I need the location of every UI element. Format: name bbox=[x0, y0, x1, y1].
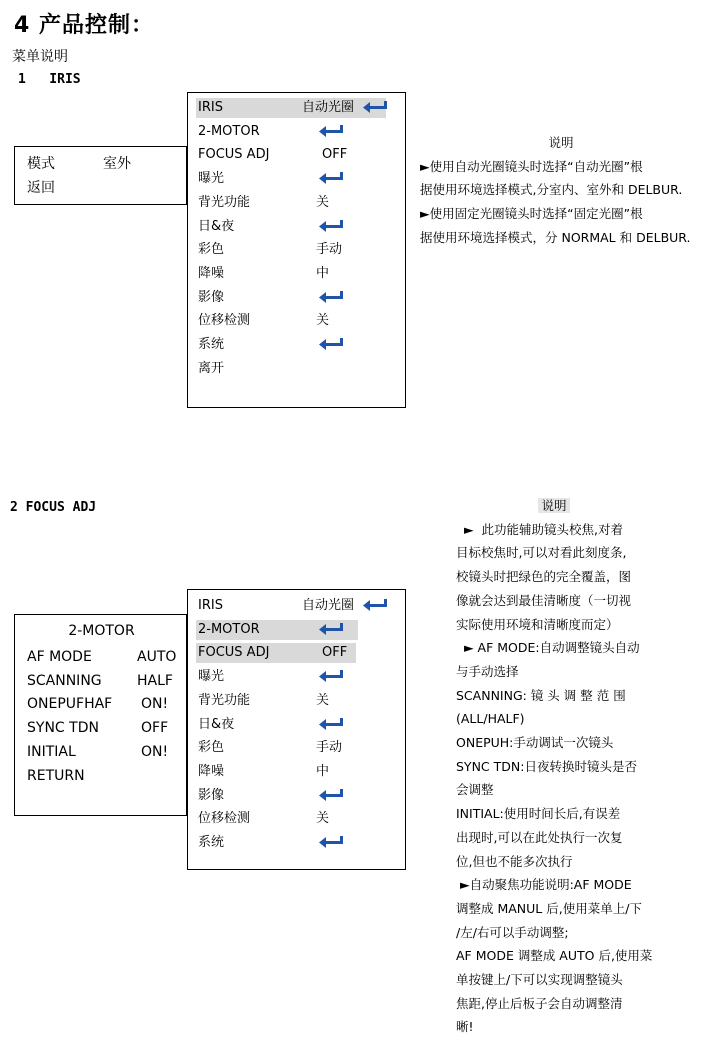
enter-arrow-icon bbox=[318, 717, 344, 731]
focus-adj-note-title: 说明 bbox=[456, 494, 652, 518]
menu-item-value: OFF bbox=[322, 147, 348, 163]
note-line: 目标校焦时,可以对看此刻度条, bbox=[456, 545, 627, 561]
menu-item-value: 自动光圈 bbox=[302, 100, 355, 115]
menu-item-value: 关 bbox=[316, 692, 330, 708]
submenu-item-label: RETURN bbox=[27, 767, 85, 784]
enter-arrow-icon bbox=[318, 669, 344, 683]
menu-description-heading: 菜单说明 bbox=[12, 49, 68, 65]
menu-item-label: 离开 bbox=[198, 360, 225, 376]
menu-item-value: 关 bbox=[316, 811, 330, 827]
menu-item-label: 降噪 bbox=[198, 763, 225, 779]
focus-adj-note bbox=[456, 494, 652, 1039]
menu-item-value: 自动光圈 bbox=[302, 598, 355, 613]
main-menu-box-1 bbox=[187, 92, 406, 408]
menu-item-label: 彩色 bbox=[198, 242, 225, 258]
enter-arrow-icon bbox=[318, 124, 344, 138]
menu-item-value: 中 bbox=[316, 763, 330, 779]
enter-arrow-icon bbox=[362, 100, 388, 114]
submenu-item-value: ON! bbox=[141, 743, 169, 760]
submenu-item-label: AF MODE bbox=[27, 649, 92, 665]
menu-item-label: 背光功能 bbox=[198, 194, 251, 210]
iris-note-title: 说明 bbox=[548, 135, 574, 150]
submenu-item-label: INITIAL bbox=[27, 743, 76, 760]
note-line: 据使用环境选择模式,分室内、室外和 DELBUR. bbox=[420, 182, 683, 198]
page-title: 4 产品控制： bbox=[14, 13, 154, 38]
menu-item-value: 手动 bbox=[316, 242, 343, 258]
iris-return-label: 返回 bbox=[27, 180, 55, 196]
note-line: SYNC TDN:日夜转换时镜头是否 bbox=[456, 758, 637, 774]
enter-arrow-icon bbox=[318, 835, 344, 849]
menu-item[interactable] bbox=[198, 809, 393, 829]
menu-item-value: OFF bbox=[322, 645, 348, 661]
submenu-item-value: ON! bbox=[141, 696, 169, 713]
menu-item-label: 系统 bbox=[198, 337, 225, 352]
enter-arrow-icon bbox=[318, 788, 344, 802]
menu-item-label: 2-MOTOR bbox=[198, 123, 260, 139]
submenu-item-label: SCANNING bbox=[27, 672, 102, 689]
main-menu-box-2 bbox=[187, 589, 406, 870]
iris-note bbox=[420, 131, 702, 250]
two-motor-submenu-title: 2-MOTOR bbox=[68, 623, 135, 639]
submenu-item[interactable] bbox=[27, 671, 177, 691]
menu-item[interactable] bbox=[198, 335, 393, 355]
note-line: 调整成 MANUL 后,使用菜单上/下 bbox=[456, 900, 642, 916]
enter-arrow-icon bbox=[318, 171, 344, 185]
menu-item[interactable] bbox=[198, 288, 393, 308]
menu-item[interactable] bbox=[198, 643, 393, 663]
menu-item[interactable] bbox=[198, 98, 393, 118]
note-line: SCANNING: 镜 头 调 整 范 围 bbox=[456, 687, 626, 703]
menu-item-label: 背光功能 bbox=[198, 692, 251, 708]
enter-arrow-icon bbox=[318, 219, 344, 233]
note-line: ►使用固定光圈镜头时选择“固定光圈”根 bbox=[420, 206, 643, 222]
submenu-item[interactable] bbox=[27, 647, 177, 667]
note-line: 焦距,停止后板子会自动调整清 bbox=[456, 995, 623, 1011]
note-line: 单按键上/下可以实现调整镜头 bbox=[456, 972, 623, 988]
menu-item-value: 手动 bbox=[316, 740, 343, 756]
menu-item-label: 位移检测 bbox=[198, 313, 251, 329]
section-iris-heading: 1 IRIS bbox=[18, 72, 81, 87]
note-line: 像就会达到最佳清晰度（一切视 bbox=[456, 592, 632, 608]
enter-arrow-icon bbox=[362, 598, 388, 612]
note-line: 实际使用环境和清晰度而定） bbox=[456, 616, 619, 632]
menu-item[interactable] bbox=[198, 738, 393, 758]
note-line: ONEPUH:手动调试一次镜头 bbox=[456, 735, 614, 751]
note-line: 晰! bbox=[456, 1019, 474, 1035]
two-motor-submenu-box bbox=[14, 614, 187, 816]
iris-mode-value: 室外 bbox=[103, 156, 131, 172]
submenu-item-label: ONEPUFHAF bbox=[27, 696, 113, 713]
menu-item-value: 关 bbox=[316, 313, 330, 329]
note-line: /左/右可以手动调整; bbox=[456, 924, 569, 940]
menu-item[interactable] bbox=[198, 596, 393, 616]
menu-item-label: 影像 bbox=[198, 787, 225, 803]
menu-item-value: 关 bbox=[316, 194, 330, 210]
menu-item[interactable] bbox=[198, 240, 393, 260]
note-line: ► AF MODE:自动调整镜头自动 bbox=[456, 640, 640, 656]
menu-item-label: 2-MOTOR bbox=[198, 621, 260, 637]
note-line: 位,但也不能多次执行 bbox=[456, 853, 573, 869]
iris-submenu-box bbox=[14, 146, 187, 205]
note-line: AF MODE 调整成 AUTO 后,使用菜 bbox=[456, 948, 653, 964]
menu-item-label: IRIS bbox=[198, 598, 223, 613]
menu-item[interactable] bbox=[198, 193, 393, 213]
note-line: ►使用自动光圈镜头时选择“自动光圈”根 bbox=[420, 158, 643, 174]
note-line: INITIAL:使用时间长后,有误差 bbox=[456, 806, 621, 822]
submenu-item-value: AUTO bbox=[137, 649, 177, 665]
menu-item[interactable] bbox=[198, 145, 393, 165]
menu-item-label: 曝光 bbox=[198, 669, 225, 685]
submenu-item[interactable] bbox=[27, 694, 177, 714]
menu-item[interactable] bbox=[198, 169, 393, 189]
enter-arrow-icon bbox=[318, 622, 344, 636]
menu-item-label: FOCUS ADJ bbox=[198, 645, 270, 661]
menu-item-label: FOCUS ADJ bbox=[198, 147, 270, 163]
submenu-item-value: HALF bbox=[137, 672, 173, 689]
menu-item-label: 日&夜 bbox=[198, 716, 235, 732]
menu-item[interactable] bbox=[198, 620, 393, 640]
note-line: 校镜头时把绿色的完全覆盖，图 bbox=[456, 569, 632, 585]
note-line: 出现时,可以在此处执行一次复 bbox=[456, 829, 623, 845]
menu-item-label: 影像 bbox=[198, 289, 225, 305]
note-line: 据使用环境选择模式，分 NORMAL 和 DELBUR. bbox=[420, 229, 691, 245]
submenu-item[interactable] bbox=[27, 766, 177, 786]
menu-item-label: 彩色 bbox=[198, 740, 225, 756]
menu-item[interactable] bbox=[198, 762, 393, 782]
menu-item[interactable] bbox=[198, 833, 393, 853]
menu-item-label: 系统 bbox=[198, 835, 225, 850]
menu-item[interactable] bbox=[198, 715, 393, 735]
note-line: 与手动选择 bbox=[456, 663, 519, 679]
submenu-item-value: OFF bbox=[141, 720, 169, 737]
iris-mode-label: 模式 bbox=[27, 156, 55, 172]
enter-arrow-icon bbox=[318, 290, 344, 304]
submenu-item-label: SYNC TDN bbox=[27, 720, 99, 737]
menu-item[interactable] bbox=[198, 786, 393, 806]
note-line: 会调整 bbox=[456, 782, 494, 798]
section-focus-adj-heading: 2 FOCUS ADJ bbox=[10, 500, 97, 515]
note-line: (ALL/HALF) bbox=[456, 711, 525, 727]
submenu-item[interactable] bbox=[27, 742, 177, 762]
menu-item[interactable] bbox=[198, 359, 393, 379]
menu-item[interactable] bbox=[198, 667, 393, 687]
menu-item-label: IRIS bbox=[198, 100, 223, 115]
menu-item-label: 曝光 bbox=[198, 171, 225, 187]
note-line: ► 此功能辅助镜头校焦,对着 bbox=[456, 521, 623, 537]
enter-arrow-icon bbox=[318, 337, 344, 351]
submenu-item[interactable] bbox=[27, 718, 177, 738]
menu-item-label: 日&夜 bbox=[198, 218, 235, 234]
menu-item-label: 降噪 bbox=[198, 265, 225, 281]
menu-item[interactable] bbox=[198, 217, 393, 237]
menu-item[interactable] bbox=[198, 122, 393, 142]
menu-item[interactable] bbox=[198, 264, 393, 284]
menu-item[interactable] bbox=[198, 691, 393, 711]
menu-item-value: 中 bbox=[316, 265, 330, 281]
menu-item-label: 位移检测 bbox=[198, 811, 251, 827]
menu-item[interactable] bbox=[198, 311, 393, 331]
note-line: ►自动聚焦功能说明:AF MODE bbox=[456, 877, 632, 893]
